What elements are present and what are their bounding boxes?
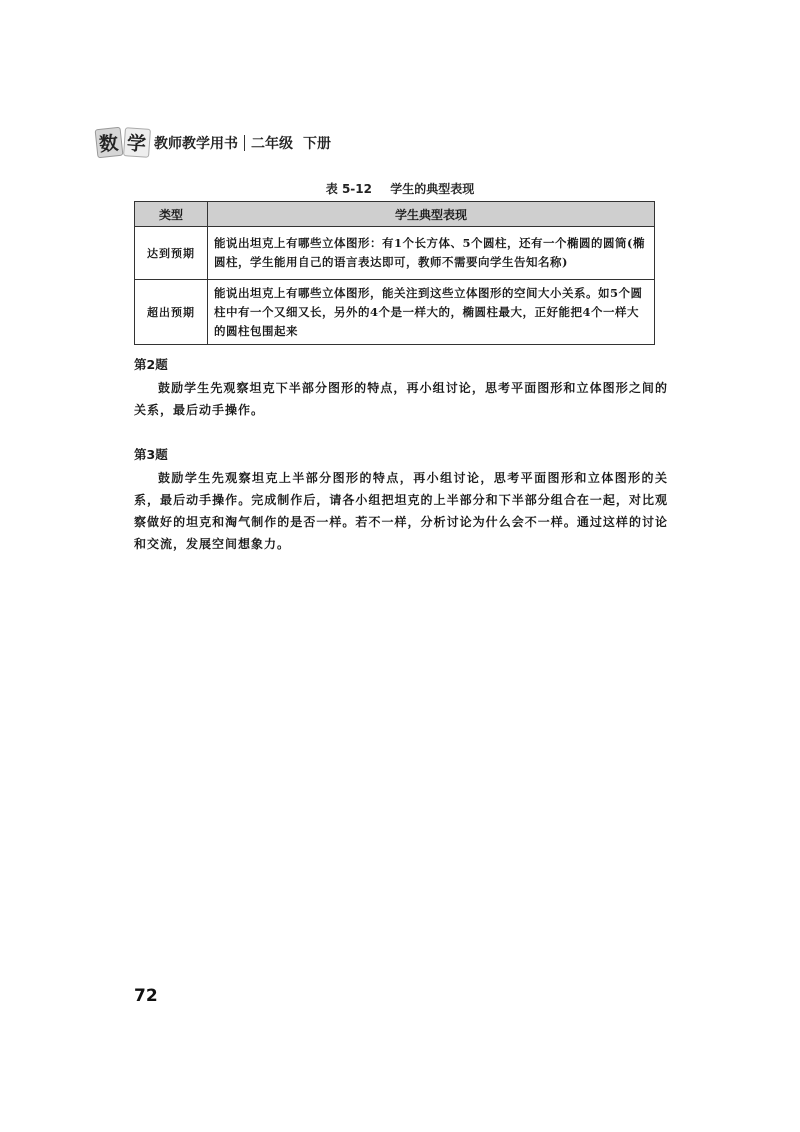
logo-char-1: 数 [95, 127, 124, 159]
logo-char-2: 学 [123, 127, 151, 158]
section-question-3 [134, 443, 668, 555]
grade-label: 二年级 [251, 135, 294, 152]
typical-performance-table [134, 201, 655, 345]
row-description: 能说出坦克上有哪些立体图形，能关注到这些立体图形的空间大小关系。如5个圆柱中有一个又细又长，另外的4个是一样大的，椭圆柱最大，正好能把4个一样大的圆柱包围起来 [208, 280, 655, 345]
table-caption-number: 表 5-12 [325, 182, 372, 196]
math-logo [96, 128, 150, 157]
table-row [135, 227, 655, 280]
table-header-row [135, 202, 655, 227]
table-row [135, 280, 655, 345]
section-heading: 第3题 [134, 447, 168, 462]
section-heading: 第2题 [134, 357, 168, 372]
book-title: 教师教学用书 [154, 135, 239, 152]
section-body: 鼓励学生先观察坦克上半部分图形的特点，再小组讨论，思考平面图形和立体图形的关系，最后动手操作。完成制作后，请各小组把坦克的上半部分和下半部分组合在一起，对比观察做好的坦克和淘气制作的是否一样。若不一样，分析讨论为什么会不一样。通过这样的讨论和交流，发展空间想象力。 [134, 471, 668, 551]
row-type: 超出预期 [135, 280, 208, 345]
section-body: 鼓励学生先观察坦克下半部分图形的特点，再小组讨论，思考平面图形和立体图形之间的关系，最后动手操作。 [134, 381, 668, 417]
header-divider [244, 135, 245, 151]
page-header [96, 128, 331, 157]
table-caption-title: 学生的典型表现 [390, 182, 475, 196]
row-type: 达到预期 [135, 227, 208, 280]
section-question-2 [134, 353, 668, 421]
row-description: 能说出坦克上有哪些立体图形：有1个长方体、5个圆柱，还有一个椭圆的圆筒(椭圆柱，学生能用自己的语言表达即可，教师不需要向学生告知名称) [208, 227, 655, 280]
table-caption [0, 180, 800, 197]
page-number: 72 [134, 986, 158, 1006]
volume-label: 下册 [303, 135, 332, 152]
column-header-performance: 学生典型表现 [208, 202, 655, 227]
column-header-type: 类型 [135, 202, 208, 227]
